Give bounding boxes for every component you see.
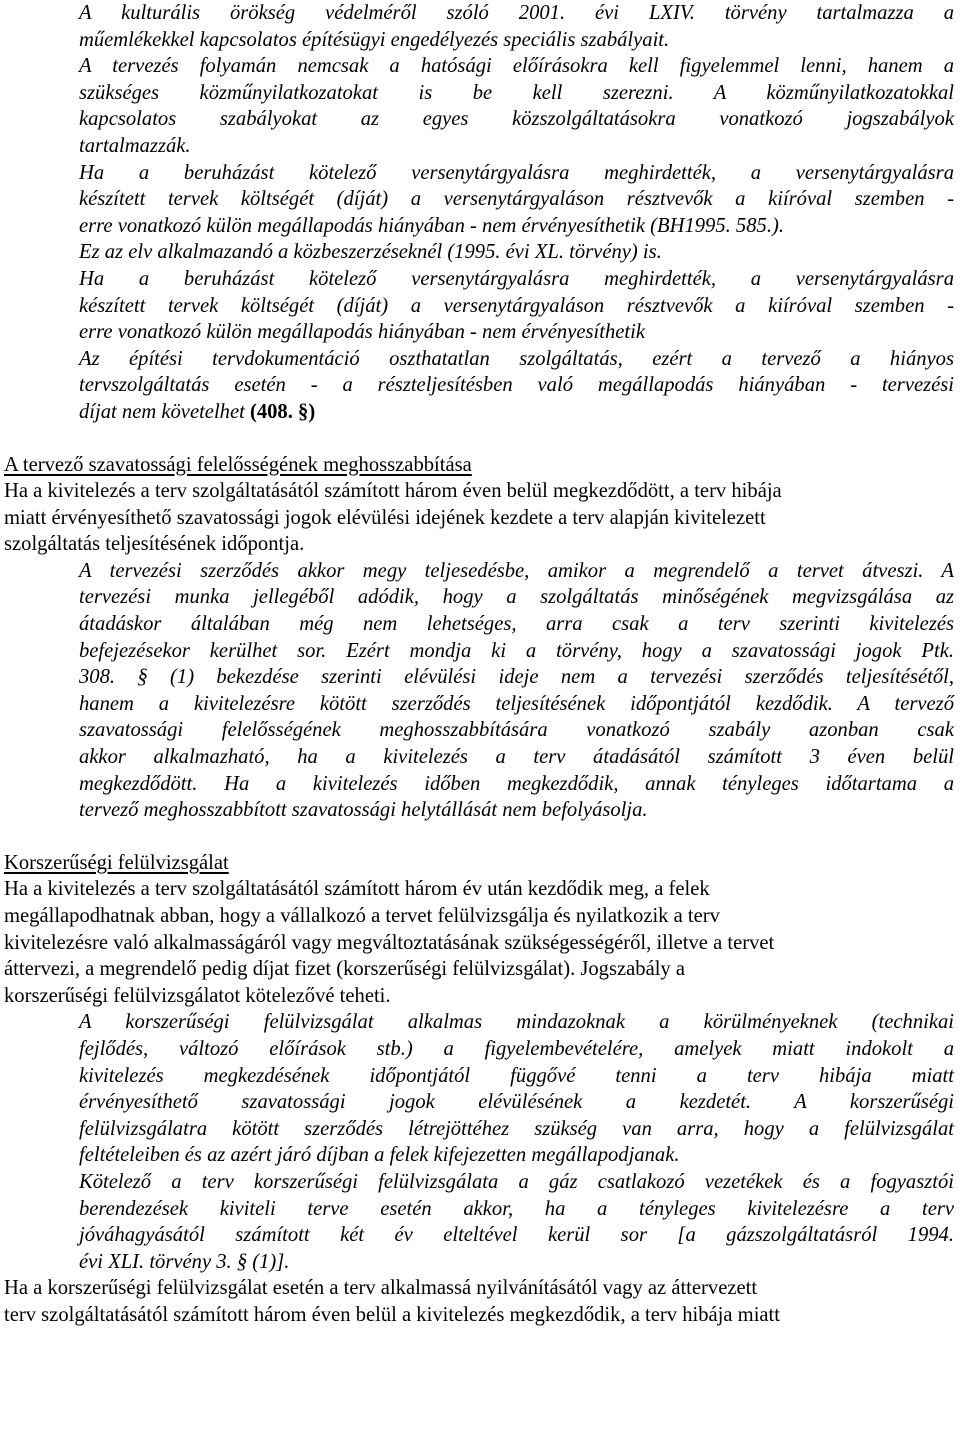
section-heading: Korszerűségi felülvizsgálat [4,851,229,874]
text-line: tervszolgáltatás esetén - a részteljesítésben való megállapodás hiányában - tervezési [79,374,954,397]
text-line: Ha a beruházást kötelező versenytárgyalásra meghirdették, a versenytárgyalásra [79,267,954,290]
legal-reference: (408. §) [249,400,316,423]
text-line: feltételeiben és az azért járó díjban a felek kifejezetten megállapodjanak. [79,1144,680,1167]
text-line: évi XLI. törvény 3. § (1)]. [79,1250,290,1273]
section-heading: A tervező szavatossági felelősségének meghosszabbítása [4,453,472,476]
text-line: befejezésekor kerülhet sor. Ezért mondja ki a törvény, hogy a szavatossági jogok Ptk. [79,639,954,662]
text-line: átadáskor általában még nem lehetséges, arra csak a terv szerinti kivitelezés [79,613,954,636]
text-line: műemlékekkel kapcsolatos építésügyi engedélyezés speciális szabályait. [79,28,670,51]
text-line: berendezések kiviteli terve esetén akkor, ha a tényleges kivitelezésre a terv [79,1197,954,1220]
text-line: megállapodhatnak abban, hogy a vállalkozó a tervet felülvizsgálja és nyilatkozik a terv [4,905,720,927]
text-line: szavatossági felelősségének meghosszabbítására vonatkozó szabály azonban csak [79,719,954,742]
text-line: Az építési tervdokumentáció oszthatatlan szolgáltatás, ezért a tervező a hiányos [79,347,954,370]
italic-block-3 [4,1009,954,1275]
text-line: A tervezés folyamán nemcsak a hatósági előírásokra kell figyelemmel lenni, hanem a [79,55,954,78]
text-line: akkor alkalmazható, ha a kivitelezés a terv átadásától számított 3 éven belül [79,746,954,769]
text-line: áttervezi, a megrendelő pedig díjat fizet (korszerűségi felülvizsgálat). Jogszabály a [4,958,686,981]
paragraph-1 [4,478,954,558]
text-line: készített tervek költségét (díját) a versenytárgyaláson résztvevők a kiíróval szemben - [79,294,954,317]
text-line: A tervezési szerződés akkor megy teljesedésbe, amikor a megrendelő a tervet átveszi. A [79,559,954,582]
text-line: fejlődés, változó előírások stb.) a figyelembevételére, amelyek miatt indokolt a [79,1037,954,1060]
text-span: díjat nem követelhet [79,400,250,423]
paragraph-3 [4,1275,954,1328]
text-line: A kulturális örökség védelméről szóló 2001. évi LXIV. törvény tartalmazza a [79,2,954,24]
text-line: Ez az elv alkalmazandó a közbeszerzéseknél (1995. évi XL. törvény) is. [79,241,662,264]
text-line: erre vonatkozó külön megállapodás hiányában - nem érvényesíthetik (BH1995. 585.). [79,214,784,237]
text-line: kivitelezés megkezdésének időpontjától függővé tenni a terv hibája miatt [79,1064,954,1087]
text-line: megkezdődött. Ha a kivitelezés időben megkezdődik, annak tényleges időtartama a [79,772,954,795]
text-line: 308. § (1) bekezdése szerinti elévülési ideje nem a tervezési szerződés teljesítésétől, [79,666,954,689]
text-line: Ha a kivitelezés a terv szolgáltatásától számított három év után kezdődik meg, a felek [4,878,710,901]
text-line: Ha a korszerűségi felülvizsgálat esetén a terv alkalmassá nyilvánításától vagy az áttervezett [4,1277,758,1300]
text-line: kapcsolatos szabályokat az egyes közszolgáltatásokra vonatkozó jogszabályok [79,108,954,131]
text-line: tervező meghosszabbított szavatossági helytállását nem befolyásolja. [79,799,648,822]
text-line: felülvizsgálatra kötött szerződés létrejöttéhez szükség van arra, hogy a felülvizsgálat [79,1117,954,1140]
spacer [4,824,954,850]
text-line: hanem a kivitelezésre kötött szerződés teljesítésének időpontjától kezdődik. A tervező [79,692,954,715]
text-line: jóváhagyásától számított két év elteltével kerül sor [a gázszolgáltatásról 1994. [79,1224,954,1247]
text-line: készített tervek költségét (díját) a versenytárgyaláson résztvevők a kiíróval szemben - [79,188,954,211]
text-line: korszerűségi felülvizsgálatot kötelezővé teheti. [4,984,391,1007]
text-line: erre vonatkozó külön megállapodás hiányában - nem érvényesíthetik [79,321,645,344]
italic-block-2 [4,558,954,824]
text-line [4,399,954,426]
text-line: miatt érvényesíthető szavatossági jogok elévülési idejének kezdete a terv alapján kivitelezett [4,506,766,529]
text-line: A korszerűségi felülvizsgálat alkalmas mindazoknak a körülményeknek (technikai [79,1011,954,1034]
text-line: tartalmazzák. [79,134,191,157]
text-line: szükséges közműnyilatkozatokat is be kell szerezni. A közműnyilatkozatokkal [79,81,954,104]
italic-block-1 [4,0,954,426]
paragraph-2 [4,876,954,1009]
text-line: tervezési munka jellegéből adódik, hogy a szolgáltatás minőségének megvizsgálása az [79,586,954,609]
text-line: Ha a kivitelezés a terv szolgáltatásától számított három éven belül megkezdődött, a terv hibája [4,480,782,503]
text-line: Kötelező a terv korszerűségi felülvizsgálata a gáz csatlakozó vezetékek és a fogyasztói [79,1170,954,1193]
text-line: szolgáltatás teljesítésének időpontja. [4,533,305,556]
spacer [4,426,954,452]
text-line: kivitelezésre való alkalmasságáról vagy megváltoztatásának szükségességéről, illetve a tervet [4,931,775,954]
text-line: érvényesíthető szavatossági jogok elévülésének a kezdetét. A korszerűségi [79,1091,954,1114]
text-line: Ha a beruházást kötelező versenytárgyalásra meghirdették, a versenytárgyalásra [79,161,954,184]
text-line: terv szolgáltatásától számított három éven belül a kivitelezés megkezdődik, a terv hibája miatt [4,1303,780,1326]
